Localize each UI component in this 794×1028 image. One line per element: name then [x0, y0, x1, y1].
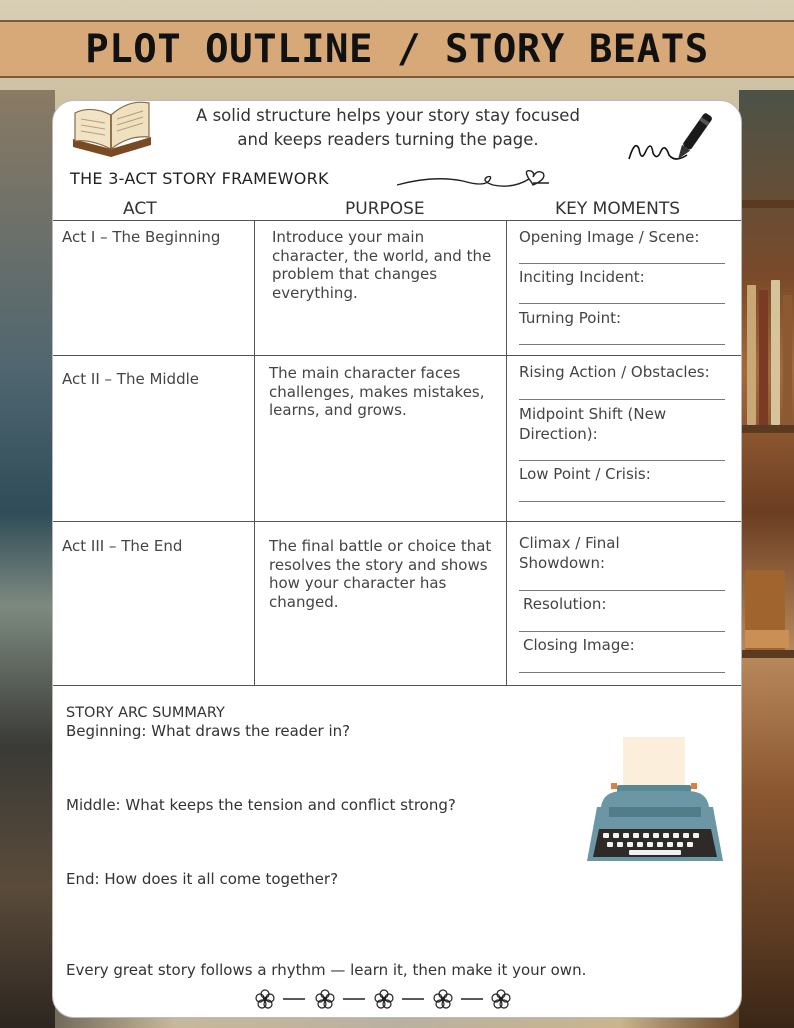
act-1-purpose: Introduce your main character, the world, and the problem that changes everything. — [272, 228, 492, 302]
intro-text — [173, 104, 603, 152]
open-book-icon — [67, 100, 157, 161]
pen-signature-icon — [623, 109, 723, 174]
summary-end: End: How does it all come together? — [66, 870, 339, 888]
act-3-name: Act III – The End — [62, 537, 183, 555]
worksheet-card — [52, 100, 742, 1018]
write-in-line — [519, 399, 725, 400]
title-banner — [0, 20, 794, 78]
framework-heading: THE 3-ACT STORY FRAMEWORK — [70, 169, 329, 188]
flower-divider-icon — [253, 985, 513, 1013]
act-2-moment-2: Midpoint Shift (New Direction): — [519, 405, 667, 443]
act-1-moment-2: Inciting Incident: — [519, 268, 645, 286]
table-border-bottom — [53, 685, 742, 686]
background-street — [0, 90, 55, 1028]
column-header-key-moments: KEY MOMENTS — [555, 199, 681, 219]
background-bookshelf — [739, 90, 794, 1028]
table-row-divider — [53, 521, 742, 522]
page-title: PLOT OUTLINE / STORY BEATS — [85, 26, 709, 72]
intro-line-2: and keeps readers turning the page. — [237, 130, 539, 149]
column-header-act: ACT — [123, 199, 157, 219]
act-1-name: Act I – The Beginning — [62, 228, 221, 246]
table-column-divider — [506, 220, 507, 686]
act-1-moment-3: Turning Point: — [519, 309, 622, 327]
act-3-moment-1: Climax / Final Showdown: — [519, 534, 620, 572]
write-in-line — [519, 303, 725, 304]
table-row-divider — [53, 355, 742, 356]
closing-text: Every great story follows a rhythm — learn it, then make it your own. — [66, 961, 587, 979]
column-header-purpose: PURPOSE — [345, 199, 425, 219]
act-2-purpose: The main character faces challenges, makes mistakes, learns, and grows. — [269, 364, 485, 419]
summary-beginning: Beginning: What draws the reader in? — [66, 722, 351, 740]
act-1-moment-1: Opening Image / Scene: — [519, 228, 700, 246]
act-3-moment-2: Resolution: — [523, 595, 607, 613]
write-in-line — [519, 672, 725, 673]
typewriter-icon — [583, 733, 728, 878]
summary-middle: Middle: What keeps the tension and conflict strong? — [66, 796, 456, 814]
act-3-purpose: The final battle or choice that resolves the story and shows how your character has changed. — [269, 537, 492, 611]
act-2-moment-1: Rising Action / Obstacles: — [519, 363, 710, 381]
write-in-line — [519, 344, 725, 345]
act-2-moment-3: Low Point / Crisis: — [519, 465, 651, 483]
write-in-line — [519, 631, 725, 632]
act-2-name: Act II – The Middle — [62, 370, 199, 388]
write-in-line — [519, 590, 725, 591]
table-column-divider — [254, 220, 255, 686]
heart-squiggle-icon — [393, 159, 553, 195]
write-in-line — [519, 263, 725, 264]
intro-line-1: A solid structure helps your story stay focused — [196, 106, 580, 125]
act-3-moment-3: Closing Image: — [523, 636, 635, 654]
table-border-top — [53, 220, 742, 221]
summary-title: STORY ARC SUMMARY — [66, 705, 225, 721]
write-in-line — [519, 501, 725, 502]
write-in-line — [519, 460, 725, 461]
